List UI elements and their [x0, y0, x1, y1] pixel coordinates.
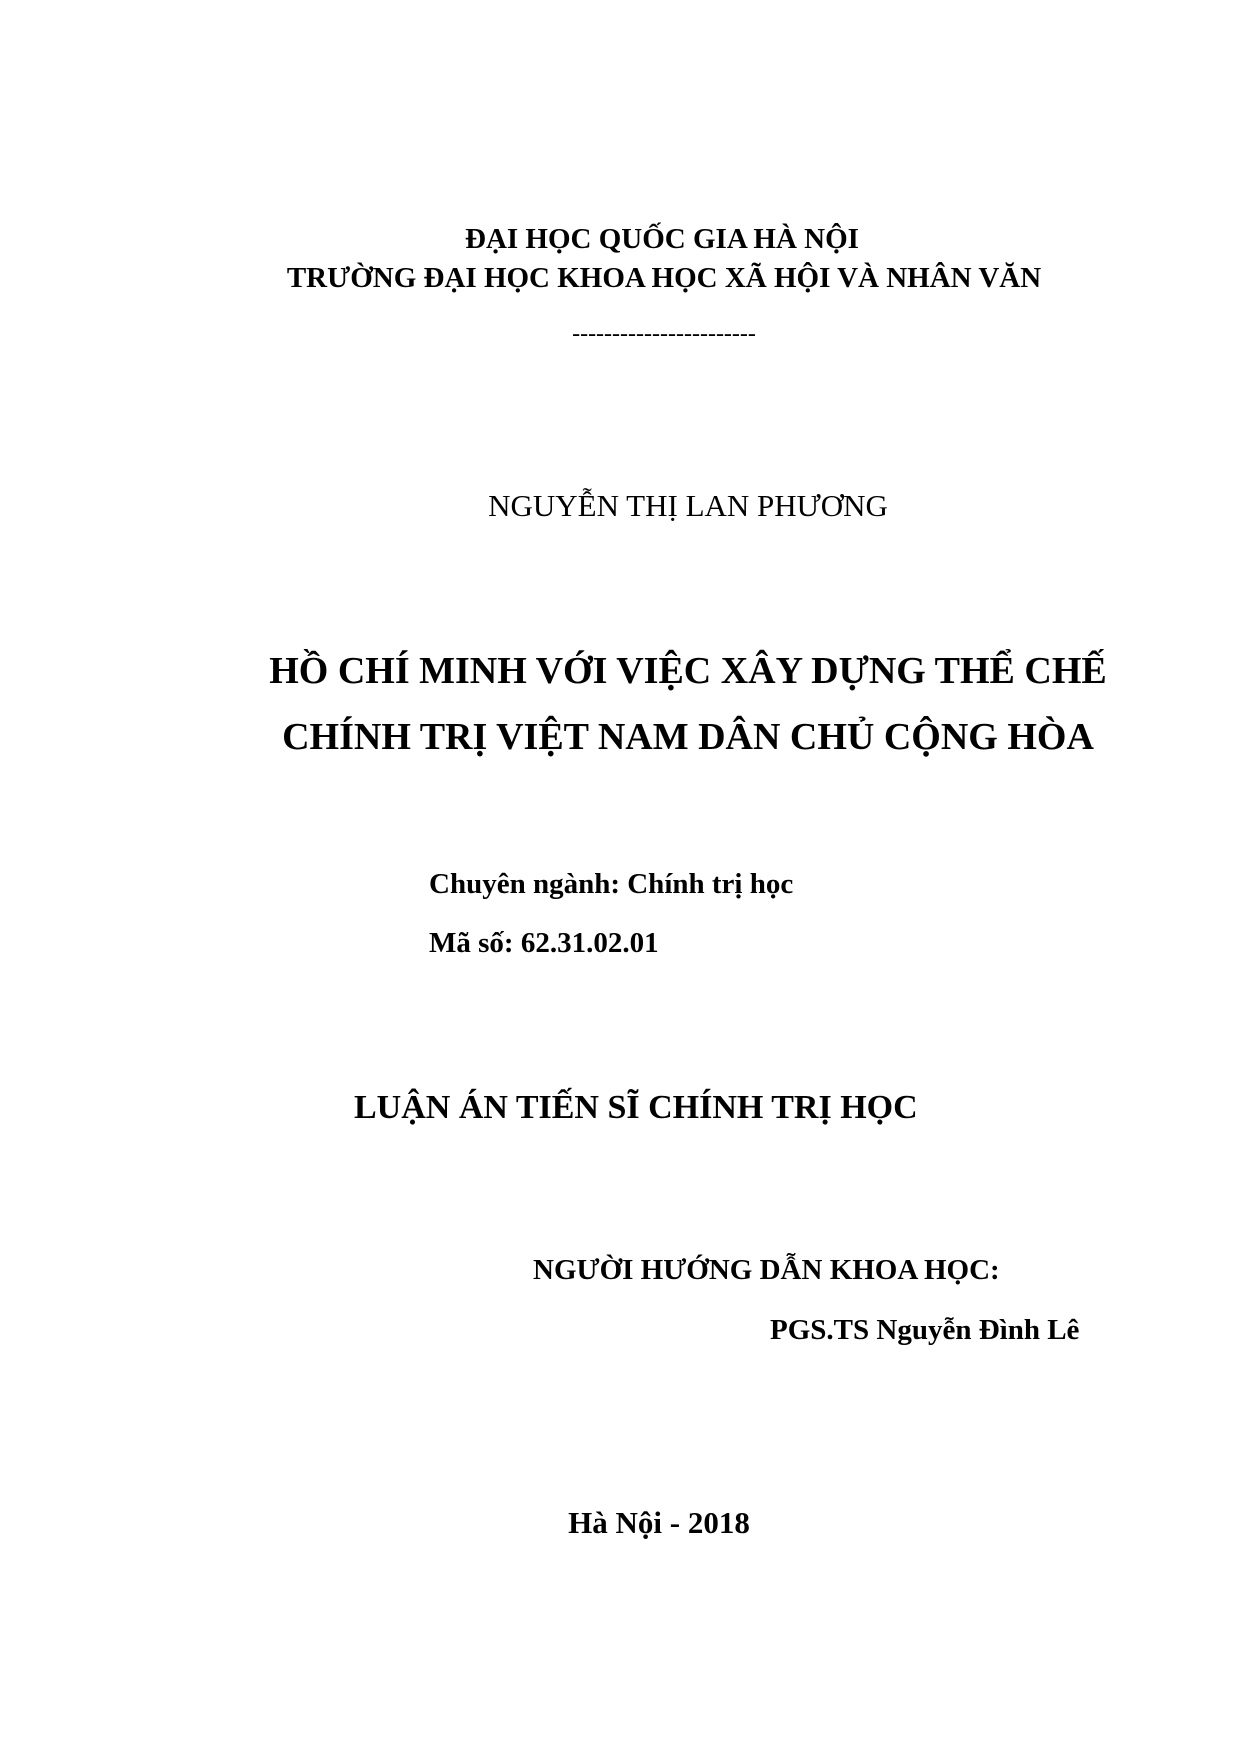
- header-divider: -----------------------: [572, 321, 756, 347]
- thesis-title-line-1: HỒ CHÍ MINH VỚI VIỆC XÂY DỰNG THỂ CHẾ: [269, 650, 1107, 692]
- university-name: ĐẠI HỌC QUỐC GIA HÀ NỘI: [465, 223, 859, 255]
- degree-title: LUẬN ÁN TIẾN SĨ CHÍNH TRỊ HỌC: [354, 1089, 918, 1126]
- faculty-name: TRƯỜNG ĐẠI HỌC KHOA HỌC XÃ HỘI VÀ NHÂN VĂN: [286, 262, 1042, 294]
- advisor-label: NGƯỜI HƯỚNG DẪN KHOA HỌC:: [533, 1254, 1000, 1286]
- place-and-year: Hà Nội - 2018: [568, 1505, 750, 1540]
- major-code: Mã số: 62.31.02.01: [429, 927, 659, 959]
- thesis-title-line-2: CHÍNH TRỊ VIỆT NAM DÂN CHỦ CỘNG HÒA: [282, 716, 1094, 758]
- advisor-name: PGS.TS Nguyễn Đình Lê: [770, 1314, 1080, 1346]
- major-field: Chuyên ngành: Chính trị học: [429, 868, 794, 900]
- author-name: NGUYỄN THỊ LAN PHƯƠNG: [488, 488, 888, 523]
